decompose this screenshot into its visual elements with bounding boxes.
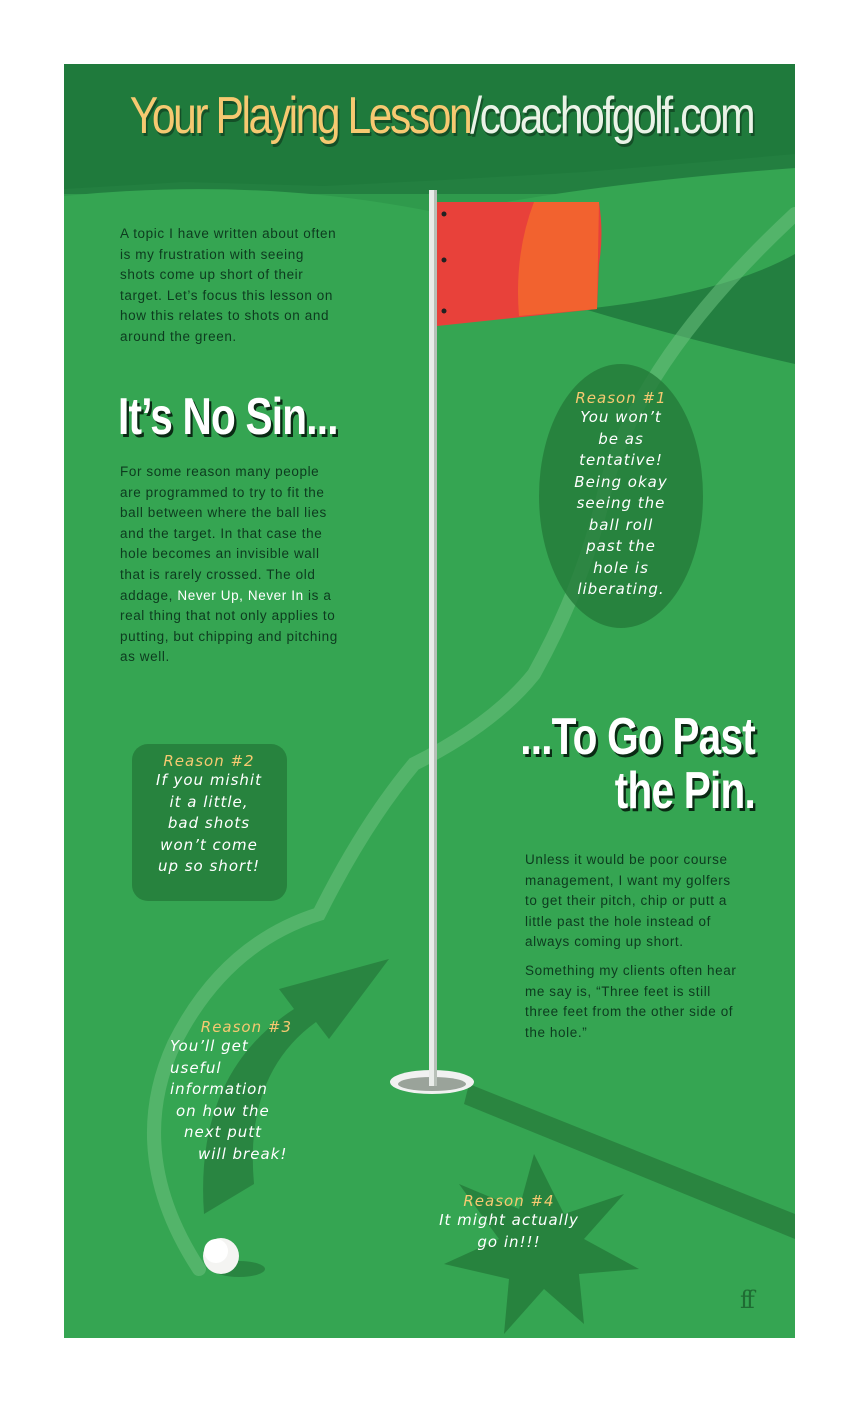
- reason-2-line: up so short!: [157, 857, 261, 875]
- poster: [64, 64, 795, 1338]
- section2-paragraph2: Something my clients often hear me say is, “Three feet is still three feet from the other side of the hole.”: [525, 962, 737, 1040]
- reason-4-line: go in!!!: [477, 1232, 541, 1251]
- reason-4: [424, 1192, 594, 1253]
- section1-text-before: For some reason many people are programmed to try to fit the ball between where the ball lies and the target. In that case the hole becomes an invisible wall that is rarely crossed. The old addage,: [120, 464, 327, 603]
- reason-1-line: past the: [586, 537, 656, 555]
- title-site: /coachofgolf.com: [470, 87, 754, 145]
- reason-2-line: won’t come: [160, 835, 258, 854]
- headline-go-past: [520, 710, 755, 818]
- reason-3-line: will break!: [198, 1144, 288, 1163]
- reason-2-line: it a little,: [169, 792, 249, 811]
- reason-2-text: [134, 770, 284, 878]
- headline-go-past-line2: the Pin.: [614, 762, 755, 820]
- reason-1-line: You won’t: [580, 408, 662, 426]
- reason-4-title: Reason #4: [463, 1192, 555, 1210]
- section2-paragraph1: Unless it would be poor course management, I want my golfers to get their pitch, chip or putt a little past the hole instead of always coming up short.: [525, 852, 731, 950]
- reason-1-line: tentative!: [579, 451, 663, 469]
- headline-go-past-line1: ...To Go Past: [520, 708, 755, 766]
- intro-text: A topic I have written about often is my frustration with seeing shots come up short of their target. Let’s focus this lesson on how this relates to shots on and around the green.: [120, 226, 337, 344]
- headline-no-sin: It’s No Sin...: [118, 388, 338, 446]
- reason-3-line: next putt: [184, 1123, 263, 1141]
- reason-3-text: [162, 1036, 302, 1165]
- reason-2-line: If you mishit: [156, 771, 262, 789]
- reason-3-line: You’ll get: [170, 1037, 249, 1055]
- reason-4-text: [424, 1210, 594, 1253]
- flag-icon: [437, 202, 602, 326]
- intro-paragraph: [120, 224, 338, 348]
- reason-4-line: It might actually: [439, 1211, 579, 1229]
- reason-1-line: liberating.: [577, 580, 665, 598]
- reason-1-title: Reason #1: [575, 389, 667, 407]
- reason-3-line: information: [170, 1080, 268, 1098]
- reason-1: [551, 389, 691, 601]
- section1-text-after: is a real thing that not only applies to putting, but chipping and pitching as well.: [120, 587, 338, 665]
- reason-2-title: Reason #2: [163, 752, 255, 770]
- section2-text: [525, 850, 743, 1043]
- never-up-never-in: Never Up, Never In: [177, 587, 304, 603]
- page-title: [129, 86, 754, 146]
- section1-paragraph: [120, 462, 342, 668]
- reason-3-line: useful: [170, 1058, 222, 1077]
- reason-1-line: ball roll: [588, 515, 654, 534]
- reason-3: [162, 1018, 302, 1165]
- reason-2: [134, 752, 284, 878]
- reason-3-line: on how the: [176, 1101, 270, 1120]
- reason-2-line: bad shots: [167, 814, 251, 832]
- reason-1-line: be as: [598, 429, 644, 448]
- title-main: Your Playing Lesson: [129, 87, 471, 145]
- reason-1-line: seeing the: [576, 494, 666, 512]
- reason-3-title: Reason #3: [200, 1018, 292, 1036]
- reason-1-line: hole is: [593, 558, 649, 577]
- logo: ff: [740, 1286, 752, 1314]
- reason-1-text: [551, 407, 691, 601]
- reason-1-line: Being okay: [574, 472, 668, 491]
